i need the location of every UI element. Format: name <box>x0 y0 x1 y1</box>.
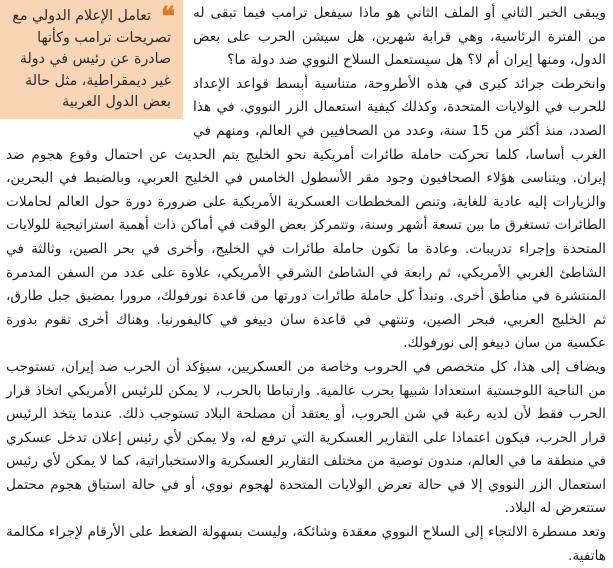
quote-mark-icon: ❝ <box>161 2 175 32</box>
pull-quote <box>0 0 183 119</box>
article-body <box>6 2 606 564</box>
article-paragraph: ويبقى الخبر الثاني أو الملف الثاني هو ماذا سيفعل ترامب فيما تبقى له من الفترة الرئاسية، وهي قرابة شهرين، هل سيشن الحرب على بعض الدول، ومنها إيران أم لا؟ هل سيستعمل السلاح النووي ضد دولة ما؟ <box>193 5 606 69</box>
article-paragraph: وتعد مسطرة الالتجاء إلى السلاح النووي معقدة وشائكة، وليست بسهولة الضغط على الأرقام لإجراء مكالمة هاتفية. <box>6 524 606 564</box>
article-paragraph: وانخرطت جرائد كبرى في هذه الأطروحة، متناسية أبسط قواعد الإعداد للحرب في الولايات المتحدة، وكذلك كيفية استعمال الزر النووي. في هذا الصدد، منذ أكثر من 15 سنة، وعدد من الصحافيين في العالم، ومنهم في الغرب أساسا، كلما تحركت حاملة طائرات أمريكية نحو الخليج يتم الحديث عن احتمال وقوع هجوم ضد إيران. ويتناسى هؤلاء الصحافيون وجود مقر الأسطول الخامس في الخليج العربي، وبالضبط في البحرين، والزيارات إليه عادية للغاية، وتنص المخططات العسكرية الأمريكية على ضرورة دورة حول العالم لحاملات الطائرات تستغرق ما بين تسعة أشهر وسنة، وتتمركز بعض الوقت في أماكن ذات أهمية استراتيجية للولايات المتحدة وإجراء تدريبات. وعادة ما تكون حاملة طائرات في الخليج، وأخرى في بحر الصين، وثالثة في الشاطئ الغربي الأمريكي، ثم رابعة في الشاطئ الشرقي الأمريكي، علاوة على عدد من السفن المدمرة المنتشرة في مناطق أخرى. وتبدأ كل حاملة طائرات دورتها من قاعدة نورفولك، مرورا بمضيق جبل طارق، ثم الخليج العربي، فبحر الصين، وتنتهي في قاعدة سان دييغو في كاليفورنيا. وهناك أخرى تقوم بدورة عكسية من سان دييغو إلى نورفولك. <box>6 75 606 352</box>
pull-quote-text: تعامل الإعلام الدولي مع تصريحات ترامب وكأنها صادرة عن رئيس في دولة غير ديمقراطية، مثل حالة بعض الدول العربية <box>12 8 171 110</box>
article-paragraph: ويضاف إلى هذا، كل متخصص في الحروب وخاصة من العسكريين، سيؤكد أن الحرب ضد إيران، تستوجب من الناحية اللوجستية استعدادا شبيها بحرب عالمية. وارتباطا بالحرب، لا يمكن للرئيس الأمريكي اتخاذ قرار الحرب فقط لأن لديه رغبة في شن الحروب، أو يعتقد أن مصلحة البلاد تستوجب ذلك. عندما يتخذ الرئيس قرار الحرب، فيكون اعتمادا على التقارير العسكرية التي ترفع له، ولا يمكن لأي رئيس إعلان تدخل عسكري في منطقة ما في العالم، مندون توصية من مختلف التقارير العسكرية والاستخباراتية، كما لا يمكن لأي رئيس استعمال الزر النووي إلا في حالة تعرض الولايات المتحدة لهجوم نووي، أو في حالة استباق هجوم محتمل ستتعرض له البلاد. <box>6 358 606 517</box>
